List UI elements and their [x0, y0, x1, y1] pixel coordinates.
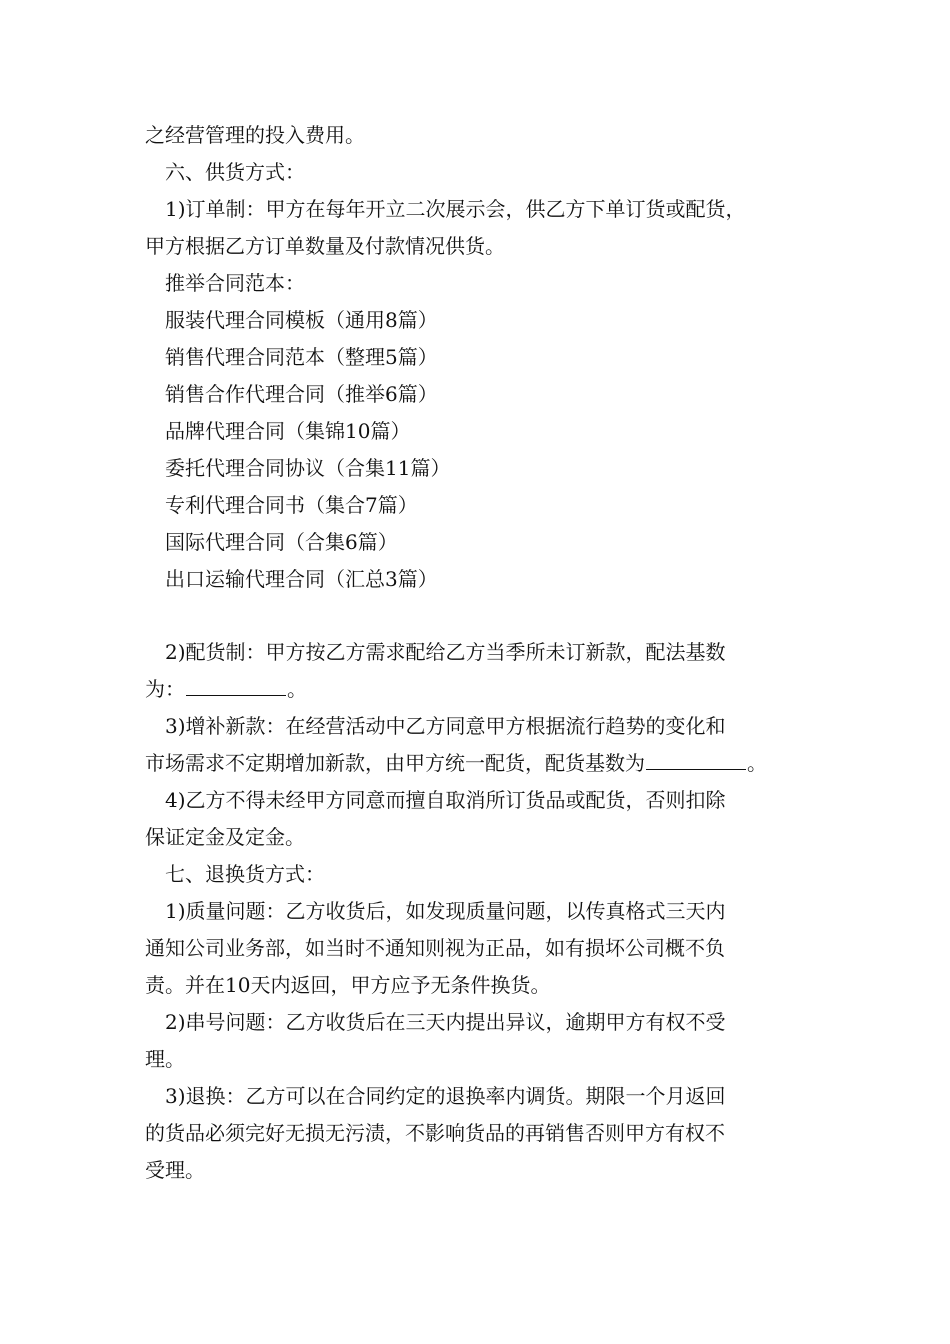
text-line: 通知公司业务部，如当时不通知则视为正品，如有损坏公司概不负: [145, 936, 725, 960]
text-line: 4)乙方不得未经甲方同意而擅自取消所订货品或配货，否则扣除: [165, 788, 726, 812]
text-line: 受理。: [145, 1158, 205, 1182]
recommend-item: 销售合作代理合同（推举6篇）: [165, 382, 438, 406]
text-line: 2)配货制：甲方按乙方需求配给乙方当季所未订新款，配法基数: [165, 640, 726, 664]
text-line: 2)串号问题：乙方收货后在三天内提出异议，逾期甲方有权不受: [165, 1010, 726, 1034]
fill-blank: [186, 671, 286, 696]
section-heading: 七、退换货方式：: [165, 862, 325, 886]
recommend-heading: 推举合同范本：: [165, 271, 305, 295]
spacer: [145, 598, 820, 634]
recommend-item: 出口运输代理合同（汇总3篇）: [165, 567, 438, 591]
text-line: 1)质量问题：乙方收货后，如发现质量问题，以传真格式三天内: [165, 899, 726, 923]
recommend-item: 国际代理合同（合集6篇）: [165, 530, 398, 554]
recommend-item: 销售代理合同范本（整理5篇）: [165, 345, 438, 369]
text-span: 为：: [145, 677, 185, 701]
fill-blank: [646, 745, 746, 770]
recommend-item: 服装代理合同模板（通用8篇）: [165, 308, 438, 332]
text-span: 。: [287, 677, 307, 701]
recommend-item: 专利代理合同书（集合7篇）: [165, 493, 418, 517]
text-span: 。: [747, 751, 767, 775]
text-line: 1)订单制：甲方在每年开立二次展示会，供乙方下单订货或配货，: [165, 197, 746, 221]
section-heading: 六、供货方式：: [165, 160, 305, 184]
text-line: [145, 671, 820, 708]
recommend-item: 品牌代理合同（集锦10篇）: [165, 419, 411, 443]
text-line: 理。: [145, 1047, 185, 1071]
text-line: 责。并在10天内返回，甲方应予无条件换货。: [145, 973, 551, 997]
text-line: 甲方根据乙方订单数量及付款情况供货。: [145, 234, 505, 258]
text-line: 之经营管理的投入费用。: [145, 123, 365, 147]
recommend-item: 委托代理合同协议（合集11篇）: [165, 456, 451, 480]
text-line: 3)增补新款：在经营活动中乙方同意甲方根据流行趋势的变化和: [165, 714, 726, 738]
text-line: 保证定金及定金。: [145, 825, 305, 849]
document-body: [145, 117, 820, 1189]
text-line: [145, 745, 820, 782]
text-span: 市场需求不定期增加新款，由甲方统一配货，配货基数为: [145, 751, 645, 775]
text-line: 的货品必须完好无损无污渍，不影响货品的再销售否则甲方有权不: [145, 1121, 725, 1145]
text-line: 3)退换：乙方可以在合同约定的退换率内调货。期限一个月返回: [165, 1084, 726, 1108]
